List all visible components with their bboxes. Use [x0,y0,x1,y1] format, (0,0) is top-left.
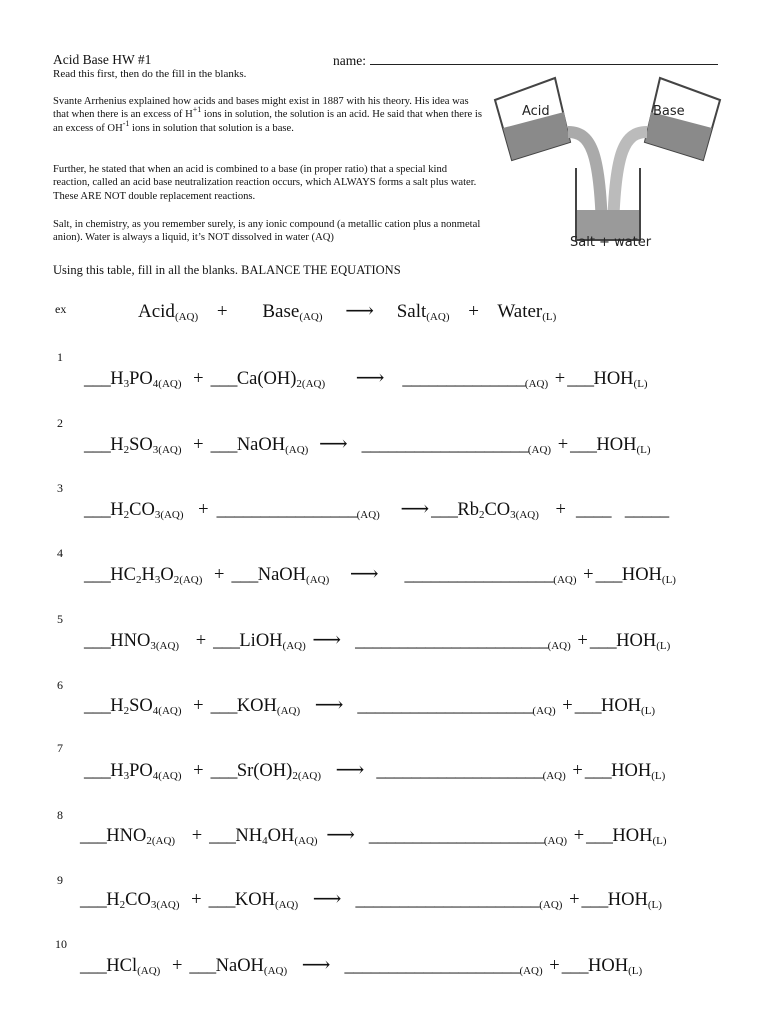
acid-base-figure [490,70,730,250]
water-blank[interactable]: _____ [624,500,669,520]
coef-blank[interactable]: ___ [210,696,237,716]
eq3-number: 3 [57,481,63,495]
paragraph-salt: Salt, in chemistry, as you remember surely, is any ionic compound (a metallic cation plus a nonmetal anion). Water is always a liquid, it’s NOT dissolved in water (AQ) [53,219,481,244]
salt-blank[interactable]: ____________________ [368,826,544,846]
base-beaker [645,78,720,160]
coef-blank[interactable]: ___ [210,369,237,389]
coef-blank[interactable]: ___ [581,890,608,910]
coef-blank[interactable]: ___ [80,890,107,910]
coef-blank[interactable]: ___ [84,631,111,651]
equation-9: $\_\_\_H_2CO_{3(AQ)}$ + $\_\_\_KOH_{(AQ)}$ ⟶ $\_\_\_\_\_\_\_\_\_\_\_\_\_\_\_\_\_\_\_\_\__{(AQ)}$ + $\_\_\_HOH_{(L)}$ [80,888,662,911]
equation-4: $\_\_\_HC_2H_3O_{2(AQ)}$ + ___NaOH$_{(AQ)}$ ⟶ $\_\_\_\_\_\_\_\_\_\_\_\_\_\_\_\_\__{(AQ)}$ + $\_\_\_HOH_{(L)}$ [84,563,676,586]
coef-blank[interactable]: ___ [595,565,622,585]
p1-text-c: ions in solution that solution is a base. [129,122,294,134]
coef-blank[interactable]: ___ [189,956,216,976]
salt-blank[interactable]: ____________________ [357,696,533,716]
example-arrow: ⟶ [345,300,374,322]
coef-blank[interactable]: ___ [80,826,107,846]
coef-blank[interactable]: ___ [567,369,594,389]
salt-blank[interactable]: _________________ [404,565,554,585]
coef-blank[interactable]: ___ [84,696,111,716]
p1-sup-oh: -1 [122,118,130,128]
coef-blank[interactable]: ___ [561,956,588,976]
acid-label: Acid [522,104,550,119]
salt-water-label: Salt + water [570,235,652,250]
p1-sup-h: +1 [192,105,202,115]
salt-blank[interactable]: ____________________ [344,956,520,976]
coef-blank[interactable]: ___ [589,631,617,651]
coef-blank[interactable]: ___ [209,826,236,846]
coef-blank[interactable]: ___ [210,761,237,781]
coef-blank[interactable]: ___ [84,761,111,781]
example-acid: Acid [138,301,175,322]
salt-blank[interactable]: _____________________ [355,890,540,910]
coef-blank[interactable]: ___ [586,826,613,846]
equation-8: $\_\_\_HNO_{2(AQ)}$ + $\_\_\_NH_4OH_{(AQ)}$ ⟶ $\_\_\_\_\_\_\_\_\_\_\_\_\_\_\_\_\_\_\_\__{(AQ)}$ + $\_\_\_HOH_{(L)}$ [80,824,667,847]
example-base: Base [262,301,300,322]
example-water: Water [497,301,543,322]
worksheet-title: Acid Base HW #1 [53,52,152,67]
name-line[interactable] [370,52,718,65]
name-label: name: [333,53,366,68]
base-blank[interactable]: ________________ [216,500,357,520]
example-salt: Salt [396,301,427,322]
coef-blank[interactable]: ____ [575,500,611,520]
eq5-number: 5 [57,612,63,626]
coef-blank[interactable]: ___ [213,631,240,651]
base-label: Base [653,104,685,119]
coef-blank[interactable]: ___ [84,565,111,585]
coef-blank[interactable]: ___ [80,956,107,976]
coef-blank[interactable]: ___ [231,565,258,585]
equation-7: $\_\_\_H_3PO_{4(AQ)}$ + $\_\_\_Sr(OH)_{2(AQ)}$ ⟶ $\_\_\_\_\_\_\_\_\_\_\_\_\_\_\_\_\_\_\__{(AQ)}$ + $\_\_\_HOH_{(L)}$ [84,759,666,782]
eq8-number: 8 [57,808,63,822]
salt-water-beaker [576,168,640,240]
coef-blank[interactable]: ___ [84,435,111,455]
salt-blank[interactable]: ___________________ [376,761,543,781]
eq7-number: 7 [57,741,63,755]
equation-2: $\_\_\_H_2SO_{3(AQ)}$ + ___NaOH$_{(AQ)}$ ⟶ $\_\_\_\_\_\_\_\_\_\_\_\_\_\_\_\_\_\_\__{(AQ)}$ + $\_\_\_HOH_{(L)}$ [84,433,651,456]
equation-1: $\_\_\_H_3PO_{4(AQ)}$ + $\_\_\_Ca(OH)_{2(AQ)}$ ⟶ $\_\_\_\_\_\_\_\_\_\_\_\_\_\__{(AQ)}$ + $\_\_\_HOH_{(L)}$ [84,367,648,390]
equation-10: ___HCl$_{(AQ)}$ + ___NaOH$_{(AQ)}$ ⟶ $\_\_\_\_\_\_\_\_\_\_\_\_\_\_\_\_\_\_\_\__{(AQ)}$ + $\_\_\_HOH_{(L)}$ [80,954,643,977]
p1-text-b: ions in solution, the solution is an acid. He said that when there is an excess of OH [53,109,482,134]
example-equation: Acid$_{(AQ)}$ + Base$_{(AQ)}$ ⟶ Salt$_{(AQ)}$ + Water$_{(L)}$ [138,300,557,323]
salt-blank[interactable]: ___________________ [361,435,528,455]
coef-blank[interactable]: ___ [84,369,111,389]
example-label: ex [55,302,67,316]
eq6-number: 6 [57,678,63,692]
eq4-number: 4 [57,546,63,560]
name-field[interactable] [333,52,733,68]
equation-6: $\_\_\_H_2SO_{4(AQ)}$ + $\_\_\_KOH_{(AQ)}$ ⟶ $\_\_\_\_\_\_\_\_\_\_\_\_\_\_\_\_\_\_\_\__{(AQ)}$ + $\_\_\_HOH_{(L)}$ [84,694,656,717]
coef-blank[interactable]: ___ [208,890,235,910]
equation-3: $\_\_\_H_2CO_{3(AQ)}$ + $\_\_\_\_\_\_\_\_\_\_\_\_\_\_\_\__{(AQ)}$ ⟶ $\_\_\_Rb_2CO_{3(AQ)}$ + ____ _____ [84,498,669,521]
coef-blank[interactable]: ___ [431,500,458,520]
equation-5: $\_\_\_HNO_{3(AQ)}$ + ___LiOH$_{(AQ)}$ ⟶ $\_\_\_\_\_\_\_\_\_\_\_\_\_\_\_\_\_\_\_\_\_\__{(AQ)}$ + $\_\_\_HOH_{(L)}$ [84,629,671,652]
instructions: Using this table, fill in all the blanks. BALANCE THE EQUATIONS [53,263,401,277]
acid-beaker [495,78,570,160]
p1-text-a: Svante Arrhenius explained how acids and bases might exist in 1887 with his theory. His idea was that when there is an excess of H [53,96,469,121]
coef-blank[interactable]: ___ [574,696,601,716]
eq10-number: 10 [55,937,67,951]
coef-blank[interactable]: ___ [84,500,111,520]
eq9-number: 9 [57,873,63,887]
paragraph-neutralization: Further, he stated that when an acid is combined to a base (in proper ratio) that a special kind reaction, called an acid base neutralization reaction occurs, which ALWAYS forms a salt plus water. These ARE NOT double replacement reactions. [53,164,477,202]
coef-blank[interactable]: ___ [210,435,237,455]
paragraph-arrhenius [53,95,483,135]
subtitle: Read this first, then do the fill in the blanks. [53,68,247,80]
eq2-number: 2 [57,416,63,430]
salt-blank[interactable]: ______________ [402,369,525,389]
coef-blank[interactable]: ___ [570,435,597,455]
eq1-number: 1 [57,350,63,364]
coef-blank[interactable]: ___ [584,761,612,781]
salt-blank[interactable]: ______________________ [355,631,548,651]
